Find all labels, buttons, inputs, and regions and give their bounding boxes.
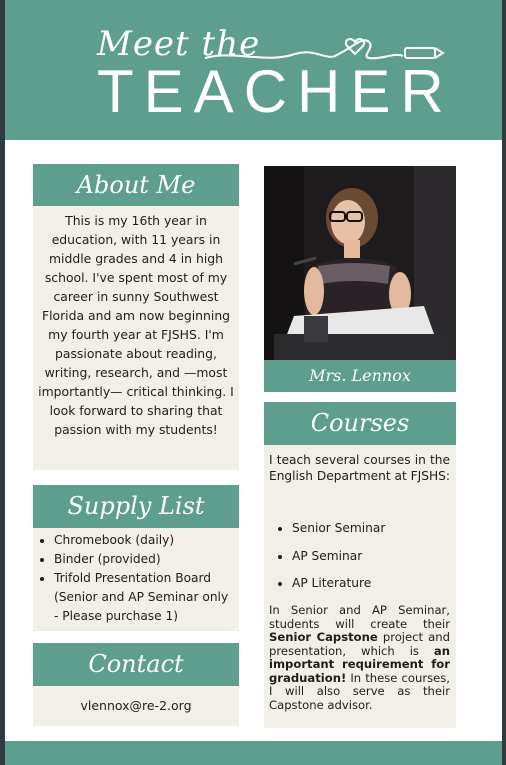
courses-intro: I teach several courses in the English Department at FJSHS: [269,453,450,483]
header-banner [5,0,502,140]
list-item: • Binder (provided) [54,550,236,569]
contact-heading: Contact [33,643,239,686]
list-item: • Chromebook (daily) [54,531,236,550]
list-item: • Senior Seminar [292,515,448,543]
list-item: • AP Seminar [292,543,448,571]
teacher-photo [264,166,456,360]
list-item: • Trifold Presentation Board (Senior and AP Seminar only - Please purchase 1) [54,569,236,626]
header-script-title: Meet the [97,24,261,64]
courses-paragraph-bold: an important requirement for graduation! [269,643,450,685]
courses-paragraph-text: project and presentation, which is [269,630,450,658]
about-heading: About Me [33,164,239,206]
right-edge [502,0,506,765]
teacher-name: Mrs. Lennox [264,360,456,392]
contact-email[interactable]: vlennox@re-2.org [80,698,192,713]
courses-paragraph-bold: Senior Capstone [269,630,378,644]
about-body: This is my 16th year in education, with 11 years in middle grades and 4 in high school. I've spent most of my career in sunny Southwest Florida and am now beginning my fourth year at FJSHS. I'm passionate about reading, writing, research, and —most importantly— critical thinking. I look forward to sharing that passion with my students! [38,213,234,437]
courses-paragraph-text: In these courses, I will also serve as their Capstone advisor. [269,670,450,712]
list-item: • AP Literature [292,570,448,598]
courses-paragraph [269,604,450,712]
header-big-title: TEACHER [97,58,454,125]
courses-list [278,515,448,598]
supply-heading: Supply List [33,485,239,528]
supply-list [40,531,236,626]
courses-heading: Courses [264,402,456,445]
footer-bar [5,741,502,765]
courses-paragraph-text: In Senior and AP Seminar, students will create their [269,603,450,631]
